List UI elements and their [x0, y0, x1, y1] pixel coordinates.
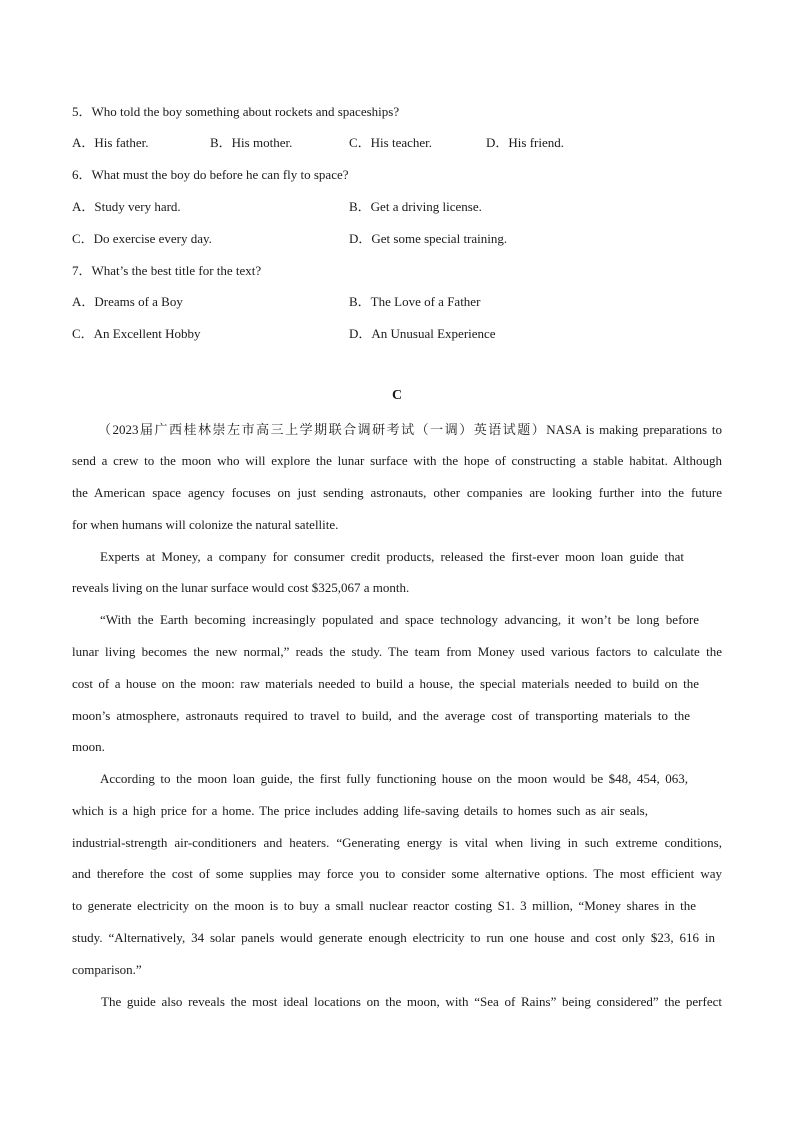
question-5-option-b: B．His mother. [210, 135, 293, 150]
passage-line: for when humans will colonize the natural satellite. [72, 517, 339, 532]
passage-line: which is a high price for a home. The price includes adding life-saving details to homes such as air seals, [72, 803, 648, 818]
question-7-option-b: B．The Love of a Father [349, 294, 481, 309]
question-6-option-b: B．Get a driving license. [349, 199, 482, 214]
passage-line: and therefore the cost of some supplies may force you to consider some alternative options. The most efficient way [72, 866, 722, 881]
question-7-option-d: D．An Unusual Experience [349, 326, 496, 341]
question-7-option-c: C．An Excellent Hobby [72, 326, 201, 341]
passage-line: moon. [72, 739, 105, 754]
question-6-stem: 6．What must the boy do before he can fly to space? [72, 167, 349, 182]
passage-line: Experts at Money, a company for consumer credit products, released the first-ever moon loan guide that [100, 549, 684, 564]
passage-line: （2023届广西桂林崇左市高三上学期联合调研考试（一调）英语试题）NASA is making preparations to [98, 422, 722, 437]
question-5-option-c: C．His teacher. [349, 135, 433, 150]
passage-line: industrial-strength air-conditioners and heaters. “Generating energy is vital when living in such extreme conditions, [72, 835, 722, 850]
passage-line: comparison.” [72, 962, 142, 977]
question-7-option-a: A．Dreams of a Boy [72, 294, 183, 309]
passage-line: reveals living on the lunar surface would cost $325,067 a month. [72, 580, 410, 595]
passage-line: lunar living becomes the new normal,” reads the study. The team from Money used various factors to calculate the [72, 644, 722, 659]
passage-line: the American space agency focuses on just sending astronauts, other companies are looking further into the future [72, 485, 722, 500]
section-heading: C [391, 388, 403, 403]
passage-line: The guide also reveals the most ideal locations on the moon, with “Sea of Rains” being considered” the perfect [101, 994, 722, 1009]
question-7-stem: 7．What’s the best title for the text? [72, 263, 262, 278]
question-5-option-d: D．His friend. [486, 135, 564, 150]
passage-line: send a crew to the moon who will explore the lunar surface with the hope of constructing a stable habitat. Although [72, 453, 722, 468]
passage-line: cost of a house on the moon: raw materials needed to build a house, the special materials needed to build on the [72, 676, 699, 691]
question-5-option-a: A．His father. [72, 135, 149, 150]
question-5-stem: 5．Who told the boy something about rockets and spaceships? [72, 104, 400, 119]
passage-line: to generate electricity on the moon is to buy a small nuclear reactor costing S1. 3 million, “Money shares in the [72, 898, 696, 913]
passage-line: According to the moon loan guide, the first fully functioning house on the moon would be $48, 454, 063, [100, 771, 688, 786]
passage-line: “With the Earth becoming increasingly populated and space technology advancing, it won’t be long before [100, 612, 699, 627]
passage-line: study. “Alternatively, 34 solar panels would generate enough electricity to run one house and cost only $23, 616 in [72, 930, 715, 945]
question-6-option-d: D．Get some special training. [349, 231, 508, 246]
question-6-option-a: A．Study very hard. [72, 199, 181, 214]
question-6-option-c: C．Do exercise every day. [72, 231, 212, 246]
passage-line: moon’s atmosphere, astronauts required to travel to build, and the average cost of transporting materials to the [72, 708, 690, 723]
